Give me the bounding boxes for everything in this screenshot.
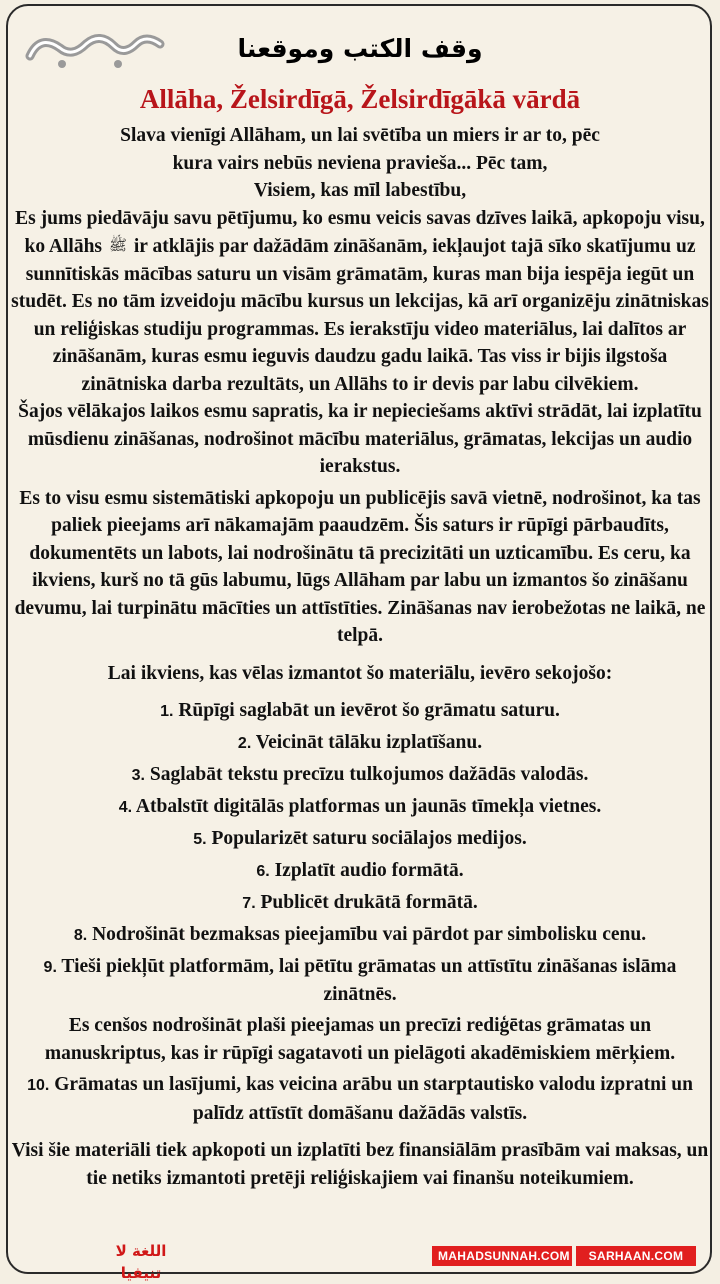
list-item-text: Tieši piekļūt platformām, lai pētītu grāmatas un attīstītu zināšanas islāma zinātnēs. [61, 956, 677, 1005]
rules-list [0, 697, 720, 1008]
list-item-text: Grāmatas un lasījumi, kas veicina arābu un starptautisko valodu izpratni un palīdz attīstīt domāšanu dažādās valstīs. [54, 1074, 693, 1124]
site-link-mahadsunnah[interactable]: MAHADSUNNAH.COM [432, 1246, 572, 1266]
list-item-number: 2. [237, 735, 252, 752]
arabic-title: وقف الكتب وموقعنا [237, 34, 483, 63]
list-item [0, 729, 720, 757]
list-item [0, 889, 720, 917]
paragraph-text: Es jums piedāvāju savu pētījumu, ko esmu veicis savas dzīves laikā, apkopoju visu, ko Allāhs [15, 207, 705, 257]
list-item-text: Nodrošināt bezmaksas pieejamību vai pārdot par simbolisku cenu. [92, 924, 647, 945]
site-link-sarhaan[interactable]: SARHAAN.COM [576, 1246, 696, 1266]
list-item-number: 9. [43, 959, 57, 976]
list-item-number: 4. [118, 799, 133, 816]
list-item-text: Saglabāt tekstu precīzu tulkojumos dažādās valodās. [149, 764, 589, 785]
list-item-number: 6. [256, 863, 270, 880]
list-item-10 [0, 1071, 720, 1127]
closing-paragraph: Visi šie materiāli tiek apkopoti un izplatīti bez finansiālām prasībām vai maksas, un tie netiks izmantoti pretēji reliģiskajiem vai finanšu noteikumiem. [11, 1140, 709, 1189]
list-intro: Lai ikviens, kas vēlas izmantot šo materiālu, ievēro sekojošo: [107, 662, 613, 684]
arabic-footer-logo: اللغة لا تنيفيا [115, 1242, 167, 1282]
list-item-text: Izplatīt audio formātā. [274, 860, 464, 881]
list-item-text: Publicēt drukātā formātā. [260, 892, 478, 913]
list-item-text: Popularizēt saturu sociālajos medijos. [211, 828, 527, 849]
intro-paragraph [0, 122, 720, 205]
paragraph-modern: Šajos vēlākajos laikos esmu sapratis, ka ir nepieciešams aktīvi strādāt, lai izplatītu mūsdienu zināšanas, nodrošinot mācību materiālus, grāmatas, lekcijas un audio ierakstus. [18, 401, 702, 477]
list-item [0, 953, 720, 1008]
main-title: Allāha, Želsirdīgā, Želsirdīgākā vārdā [139, 84, 581, 114]
paragraph-publish: Es to visu esmu sistemātiski apkopoju un publicējis savā vietnē, nodrošinot, ka tas paliek pieejams arī nākamajām paaudzēm. Šis saturs ir rūpīgi pārbaudīts, dokumentēts un labots, lai nodrošinātu tā precizitāti un uzticamību. Es ceru, ka ikviens, kurš no tā gūs labumu, lūgs Allāham par labu un izmantos šo zināšanu devumu, lai turpinātu mācīties un attīstīties. Zināšanas nav ierobežotas ne laikā, ne telpā. [14, 487, 706, 646]
list-item [0, 857, 720, 885]
list-item-number: 7. [242, 895, 256, 912]
list-item-text: Rūpīgi saglabāt un ievērot šo grāmatu saturu. [178, 700, 560, 721]
list-item-number: 1. [160, 703, 174, 720]
intro-line: kura vairs nebūs neviena pravieša... Pēc tam, [172, 152, 548, 174]
paragraph-text: ir atklājis par dažādām zināšanām, iekļaujot tajā sīko skatījumu uz sunnītiskās mācības saturu un visām grāmatām, kuras man bija iespēja iegūt un studēt. Es no tām izveidoju mācību kursus un lekcijas, kā arī organizēju zinātniskas un reliģiskas studiju programmas. Es ierakstīju video materiālus, lai dalītos ar zināšanām, kuras esmu ieguvis daudzu gadu laikā. Tas viss ir bijis ilgstoša zinātniska darba rezultāts, un Allāhs to ir devis par labu cilvēkiem. [11, 236, 709, 395]
list-item [0, 921, 720, 949]
paragraph-research [0, 205, 720, 399]
list-item-text: Atbalstīt digitālās platformas un jaunās tīmekļa vietnes. [135, 796, 602, 817]
list-item-text: Veicināt tālāku izplatīšanu. [255, 732, 483, 753]
intro-line: Visiem, kas mīl labestību, [253, 180, 467, 201]
paragraph-manuscripts: Es cenšos nodrošināt plaši pieejamas un precīzi rediģētas grāmatas un manuskriptus, kas ir rūpīgi sagatavoti un pielāgoti akadēmiskiem mērķiem. [44, 1015, 676, 1064]
list-item [0, 825, 720, 853]
list-item-number: 3. [131, 767, 145, 784]
list-item-number: 5. [193, 831, 207, 848]
intro-line: Slava vienīgi Allāham, un lai svētība un miers ir ar to, pēc [120, 125, 600, 146]
seal-glyph: ﷺ [108, 236, 128, 254]
list-item-number: 10. [27, 1077, 50, 1094]
document-body [0, 122, 720, 1192]
list-item-number: 8. [73, 927, 88, 944]
list-item [0, 761, 720, 789]
list-item [0, 697, 720, 725]
list-item [0, 793, 720, 821]
